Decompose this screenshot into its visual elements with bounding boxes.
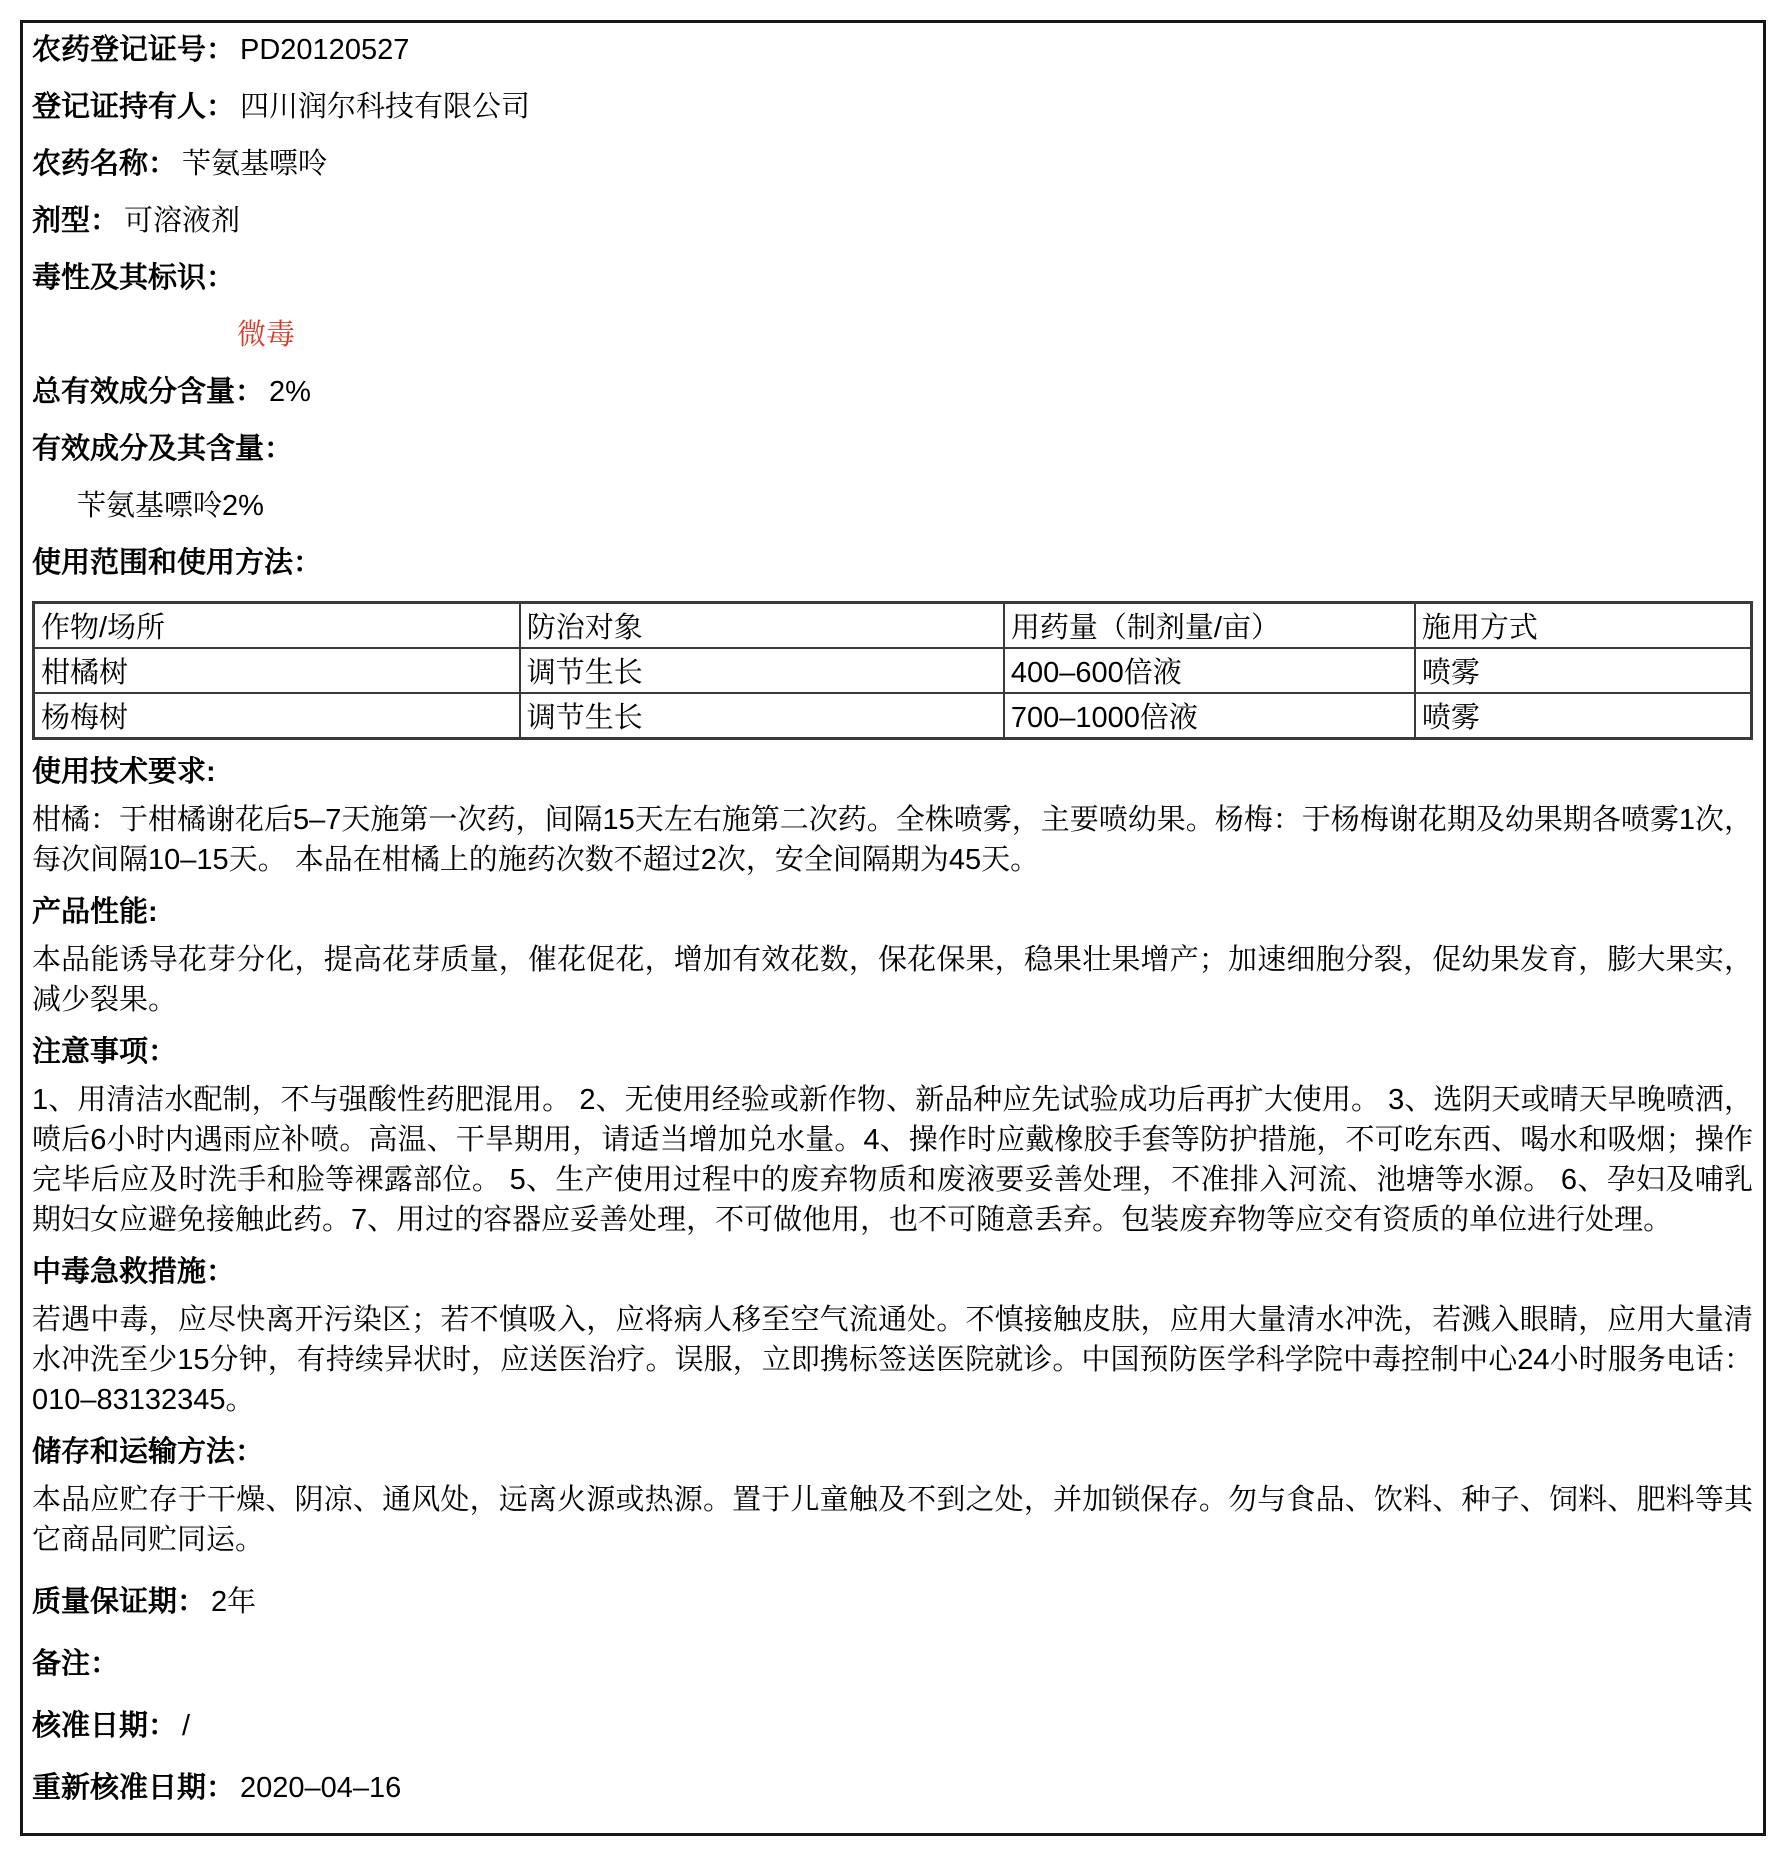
- document-frame: [20, 20, 1766, 1836]
- section-paragraph: 1、用清洁水配制，不与强酸性药肥混用。 2、无使用经验或新作物、新品种应先试验成功后再扩大使用。 3、选阴天或晴天早晚喷洒，喷后6小时内遇雨应补喷。高温、干旱期用，请适当增加兑水量。4、操作时应戴橡胶手套等防护措施，不可吃东西、喝水和吸烟；操作完毕后应及时洗手和脸等裸露部位。 5、生产使用过程中的废弃物质和废液要妥善处理，不准排入河流、池塘等水源。 6、孕妇及哺乳期妇女应避免接触此药。7、用过的容器应妥善处理，不可做他用，也不可随意丢弃。包装废弃物等应交有资质的单位进行处理。: [32, 1084, 1753, 1236]
- field-value: PD20120527: [240, 34, 410, 66]
- field-row: [32, 259, 1753, 297]
- section-paragraph: 柑橘：于柑橘谢花后5–7天施第一次药，间隔15天左右施第二次药。全株喷雾，主要喷幼果。杨梅：于杨梅谢花期及幼果期各喷雾1次，每次间隔10–15天。 本品在柑橘上的施药次数不超过2次，安全间隔期为45天。: [32, 804, 1753, 876]
- field-value: 2%: [269, 376, 311, 408]
- table-row: [34, 648, 1752, 693]
- section-paragraph: 本品应贮存于干燥、阴凉、通风处，远离火源或热源。置于儿童触及不到之处，并加锁保存。勿与食品、饮料、种子、饲料、肥料等其它商品同贮同运。: [32, 1484, 1753, 1556]
- field-label: 毒性及其标识：: [32, 262, 236, 294]
- table-cell: 柑橘树: [34, 648, 520, 693]
- field-row: [32, 31, 1753, 69]
- field-row: [32, 202, 1753, 240]
- field-row: [32, 430, 1753, 468]
- field-label: 登记证持有人：: [32, 91, 236, 123]
- field-row: [32, 1706, 1753, 1746]
- field-value: 2020–04–16: [240, 1772, 402, 1804]
- field-value: 四川润尔科技有限公司: [240, 91, 531, 123]
- table-cell: 700–1000倍液: [1004, 693, 1415, 739]
- field-label: 剂型：: [32, 205, 120, 237]
- field-label: 质量保证期：: [32, 1586, 207, 1618]
- field-label: 备注：: [32, 1648, 120, 1680]
- field-value: /: [182, 1710, 191, 1742]
- table-header-cell: 施用方式: [1415, 603, 1752, 649]
- section-heading: 产品性能:: [32, 896, 158, 928]
- table-header-cell: 作物/场所: [34, 603, 520, 649]
- field-row: [32, 1582, 1753, 1622]
- active-ingredient-row: [32, 487, 1753, 525]
- section-heading: 注意事项：: [32, 1036, 178, 1068]
- section-storage-transport: [32, 1432, 1753, 1560]
- table-header-cell: 防治对象: [520, 603, 1004, 649]
- field-row: [32, 373, 1753, 411]
- section-paragraph: 本品能诱导花芽分化，提高花芽质量，催花促花，增加有效花数，保花保果，稳果壮果增产；加速细胞分裂，促幼果发育，膨大果实，减少裂果。: [32, 944, 1753, 1016]
- usage-heading-row: [32, 544, 1753, 582]
- toxicity-value: 微毒: [237, 319, 296, 351]
- usage-heading: 使用范围和使用方法：: [32, 547, 323, 579]
- table-header-cell: 用药量（制剂量/亩）: [1004, 603, 1415, 649]
- table-cell: 调节生长: [520, 693, 1004, 739]
- toxicity-row: [32, 316, 1753, 354]
- field-value: 2年: [211, 1586, 257, 1618]
- field-label: 农药登记证号：: [32, 34, 236, 66]
- field-label: 重新核准日期：: [32, 1772, 236, 1804]
- field-row: [32, 1644, 1753, 1684]
- table-cell: 400–600倍液: [1004, 648, 1415, 693]
- field-row: [32, 1768, 1753, 1808]
- section-paragraph: 若遇中毒，应尽快离开污染区；若不慎吸入，应将病人移至空气流通处。不慎接触皮肤，应用大量清水冲洗，若溅入眼睛，应用大量清水冲洗至少15分钟，有持续异状时，应送医治疗。误服，立即携标签送医院就诊。中国预防医学科学院中毒控制中心24小时服务电话：010–83132345。: [32, 1304, 1753, 1416]
- table-cell: 杨梅树: [34, 693, 520, 739]
- field-label: 总有效成分含量：: [32, 376, 265, 408]
- usage-table: [32, 601, 1753, 740]
- section-technical-requirements: [32, 752, 1753, 880]
- field-label: 有效成分及其含量：: [32, 433, 294, 465]
- section-heading: 使用技术要求:: [32, 756, 216, 788]
- table-cell: 调节生长: [520, 648, 1004, 693]
- field-row: [32, 145, 1753, 183]
- active-ingredient-value: 苄氨基嘌呤2%: [77, 490, 264, 522]
- table-row: [34, 693, 1752, 739]
- table-cell: 喷雾: [1415, 693, 1752, 739]
- section-heading: 储存和运输方法：: [32, 1436, 265, 1468]
- section-heading: 中毒急救措施：: [32, 1256, 236, 1288]
- section-precautions: [32, 1032, 1753, 1240]
- section-first-aid: [32, 1252, 1753, 1420]
- table-header-row: [34, 603, 1752, 649]
- section-product-performance: [32, 892, 1753, 1020]
- field-label: 农药名称：: [32, 148, 178, 180]
- field-value: 可溶液剂: [124, 205, 241, 237]
- field-value: 苄氨基嘌呤: [182, 148, 328, 180]
- table-cell: 喷雾: [1415, 648, 1752, 693]
- field-row: [32, 88, 1753, 126]
- field-label: 核准日期：: [32, 1710, 178, 1742]
